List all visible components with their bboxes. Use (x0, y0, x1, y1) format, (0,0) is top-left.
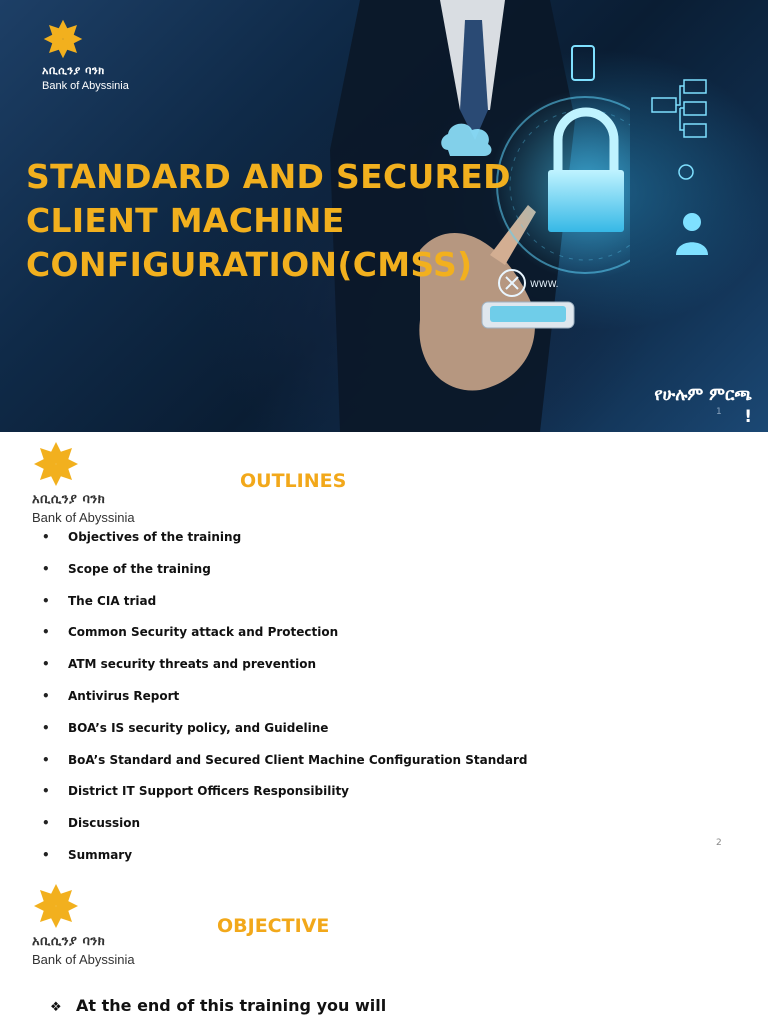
bank-logo (32, 440, 162, 530)
phone-icon (572, 46, 594, 80)
star-flower-logo-icon (32, 440, 80, 488)
title-line: CONFIGURATION(CMSS) (26, 245, 473, 284)
bullet-icon: • (42, 530, 50, 544)
list-item (40, 625, 560, 657)
list-item-text: District IT Support Officers Responsibility (68, 784, 349, 799)
star-flower-logo-icon (32, 882, 80, 930)
bullet-icon: • (42, 688, 50, 703)
objective-bullet-text: At the end of this training you will (76, 996, 387, 1015)
bank-name-amharic: አቢሲንያ ባንክ (42, 64, 105, 77)
list-item (40, 689, 560, 721)
bullet-icon: • (42, 625, 50, 640)
tagline (612, 384, 752, 428)
bullet-icon: • (42, 657, 50, 672)
bullet-icon: • (42, 752, 50, 767)
presentation-title (26, 155, 526, 287)
list-item-text: Summary (68, 847, 133, 862)
bank-logo (40, 18, 160, 90)
tagline-exclamation: ! (744, 407, 752, 427)
bank-name-english: Bank of Abyssinia (32, 952, 135, 967)
tagline-text: የሁሉም ምርጫ (654, 385, 752, 405)
list-item (40, 594, 560, 626)
slide-number: 1 (716, 407, 722, 417)
list-item (40, 753, 560, 785)
list-item-text: ATM security threats and prevention (68, 657, 317, 672)
network-tree-icon (652, 80, 706, 137)
list-item (40, 721, 560, 753)
list-item (40, 657, 560, 689)
user-icon (676, 213, 708, 255)
outlines-slide (0, 432, 768, 864)
list-item (40, 530, 560, 562)
list-item-text: Common Security attack and Protection (68, 625, 339, 640)
list-item-text: Objectives of the training (68, 530, 242, 544)
outline-list (40, 530, 560, 880)
title-slide (0, 0, 768, 432)
list-item-text: BOA’s IS security policy, and Guideline (68, 720, 329, 735)
title-line: STANDARD AND SECURED (26, 157, 511, 196)
objective-heading: OBJECTIVE (217, 915, 330, 937)
bank-name-amharic: አቢሲንያ ባንክ (32, 492, 106, 507)
bullet-icon: • (42, 784, 50, 799)
list-item-text: Antivirus Report (68, 688, 180, 703)
bullet-icon: • (42, 593, 50, 608)
bank-logo (32, 882, 162, 972)
list-item-text: Discussion (68, 816, 141, 831)
objective-slide (0, 872, 768, 1024)
slide-number: 2 (716, 838, 722, 848)
bullet-icon: • (42, 561, 50, 576)
bullet-icon: • (42, 720, 50, 735)
list-item (40, 562, 560, 594)
bank-name-english: Bank of Abyssinia (42, 80, 129, 92)
network-icons (560, 40, 720, 270)
objective-bullet (50, 996, 386, 1015)
power-icon (679, 165, 693, 179)
bank-name-english: Bank of Abyssinia (32, 510, 135, 525)
list-item-text: BoA’s Standard and Secured Client Machine Configuration Standard (68, 752, 528, 767)
title-line: CLIENT MACHINE (26, 201, 345, 240)
star-flower-logo-icon (42, 18, 84, 60)
diamond-bullet-icon: ❖ (50, 1000, 62, 1015)
bullet-icon: • (42, 816, 50, 831)
bullet-icon: • (42, 847, 50, 862)
outlines-heading: OUTLINES (240, 470, 347, 492)
bank-name-amharic: አቢሲንያ ባንክ (32, 934, 106, 949)
list-item (40, 816, 560, 848)
list-item-text: Scope of the training (68, 561, 211, 576)
list-item (40, 784, 560, 816)
svg-text:WWW.: WWW. (530, 280, 559, 290)
list-item-text: The CIA triad (68, 593, 157, 608)
